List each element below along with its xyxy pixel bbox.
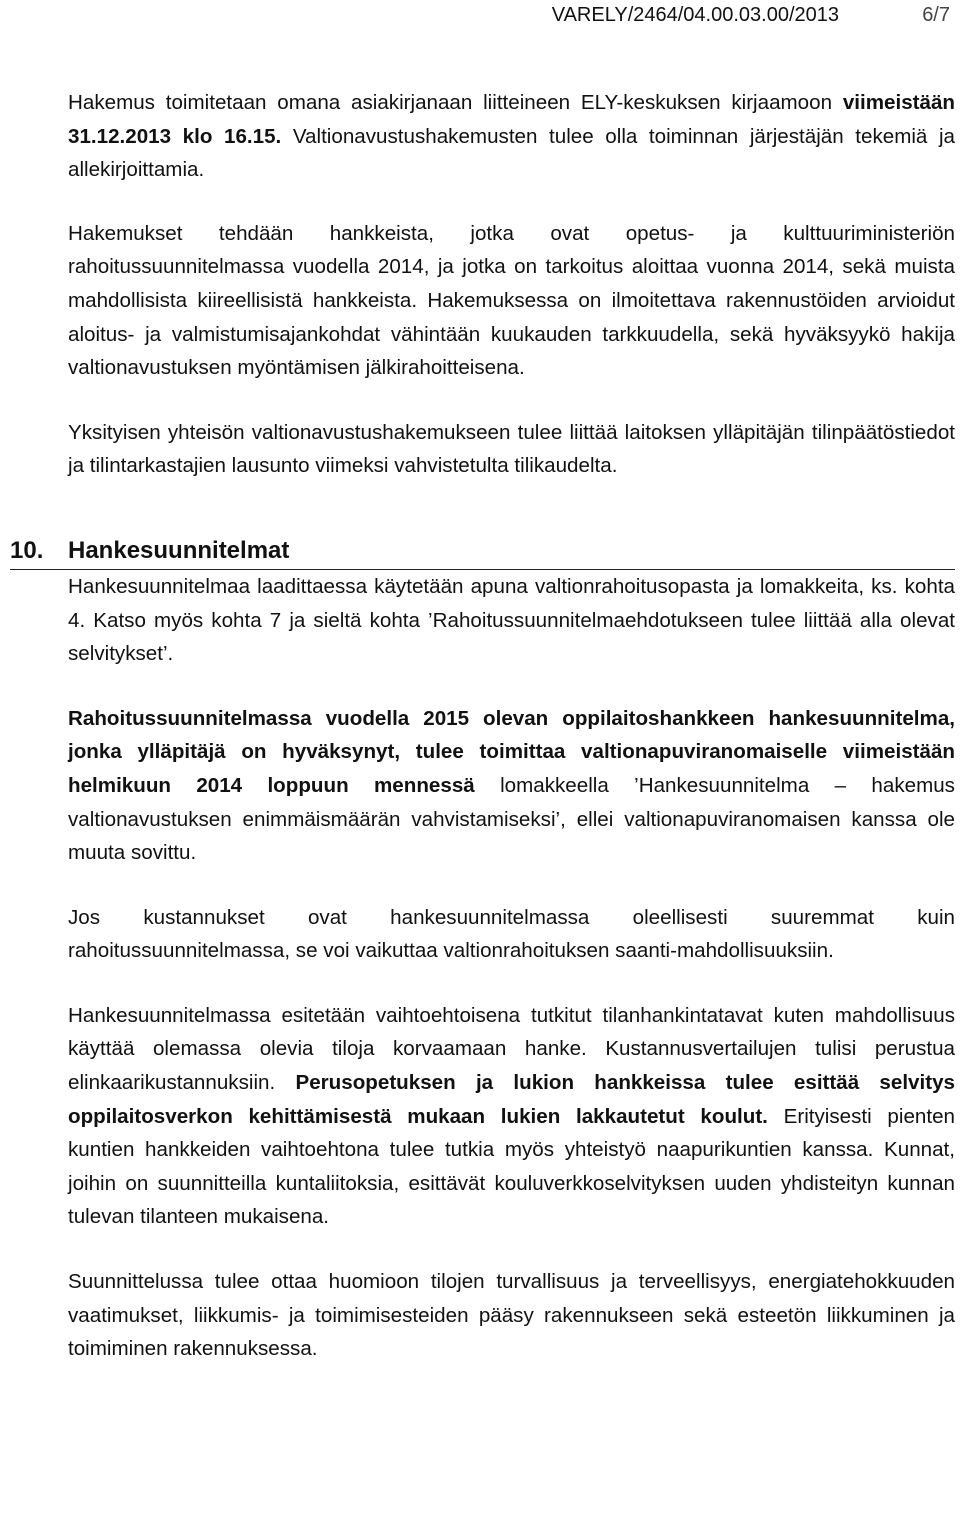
paragraph-safety: Suunnittelussa tulee ottaa huomioon tilojen turvallisuus ja terveellisyys, energiatehokkuuden vaatimukset, liikkumis- ja toimimisesteiden pääsy rakennukseen sekä esteetön liikkuminen ja toimiminen rakennuksessa. <box>68 1270 955 1361</box>
paragraph-plan-deadline <box>68 702 955 870</box>
paragraph-submission-deadline <box>68 86 955 187</box>
alternatives-text: Hankesuunnitelmassa esitetään vaihtoehtoisena tutkitut tilanhankintatavat kuten mahdollisuus käyttää olemassa olevia tiloja korvaamaan hanke. Kustannusvertailujen tulisi perustua elinkaarikustannuksiin. <box>68 1003 955 1095</box>
plan-deadline-bold: Rahoitussuunnitelmassa vuodella 2015 olevan oppilaitoshankkeen hankesuunnitelma, jonka ylläpitäjä on hyväksynyt, tulee toimittaa valtionapuviranomaiselle viimeistään helmikuun 2014 loppuun mennessä <box>68 706 955 797</box>
paragraph-plan-guidance: Hankesuunnitelmaa laadittaessa käytetään apuna valtionrahoitusopasta ja lomakkeita, ks. kohta 4. Katso myös kohta 7 ja sieltä kohta ’Rahoitussuunnitelmaehdotukseen tulee liittää alla olevat selvitykset’. <box>68 574 955 666</box>
document-reference: VARELY/2464/04.00.03.00/2013 <box>551 4 839 26</box>
section-title: Hankesuunnitelmat <box>68 536 290 564</box>
paragraph-private-entity: Yksityisen yhteisön valtionavustushakemukseen tulee liittää laitoksen ylläpitäjän tilinpäätöstiedot ja tilintarkastajien lausunto viimeksi vahvistetulta tilikaudelta. <box>68 420 955 478</box>
page-number: 6/7 <box>922 4 950 26</box>
paragraph-alternatives <box>68 999 955 1234</box>
paragraph-costs: Jos kustannukset ovat hankesuunnitelmassa oleellisesti suuremmat kuin rahoitussuunnitelmassa, se voi vaikuttaa valtionrahoituksen saanti-mahdollisuuksiin. <box>68 905 955 963</box>
paragraph-applications: Hakemukset tehdään hankkeista, jotka ovat opetus- ja kulttuuriministeriön rahoitussuunnitelmassa vuodella 2014, ja jotka on tarkoitus aloittaa vuonna 2014, sekä muista mahdollisista kiireellisistä hankkeista. Hakemuksessa on ilmoitettava rakennustöiden arvioidut aloitus- ja valmistumisajankohdat vähintään kuukauden tarkkuudella, sekä hyväksyykö hakija valtionavustuksen myöntämisen jälkirahoitteisena. <box>68 221 955 380</box>
section-heading <box>10 533 955 570</box>
alternatives-text-end: Erityisesti pienten kuntien hankkeiden vaihtoehtona tulee tutkia myös yhteistyö naapurikuntien kanssa. Kunnat, joihin on suunnitteilla kuntaliitoksia, esittävät kouluverkkoselvityksen uuden yhdisteityn kunnan tulevan tilanteen mukaisena. <box>68 1104 955 1229</box>
submission-text-end: Valtionavustushakemusten tulee olla toiminnan järjestäjän tekemiä ja allekirjoittamia. <box>68 124 955 182</box>
section-number: 10. <box>10 536 44 564</box>
deadline-text: viimeistään 31.12.2013 klo 16.15. <box>68 91 955 148</box>
page-header <box>0 2 960 28</box>
alternatives-bold: Perusopetuksen ja lukion hankkeissa tulee esittää selvitys oppilaitosverkon kehittämisestä mukaan lukien lakkautetut koulut. <box>68 1071 955 1128</box>
plan-deadline-rest: lomakkeella ’Hankesuunnitelma – hakemus valtionavustuksen enimmäismäärän vahvistamiseksi’, ellei valtionapuviranomaisen kanssa ole muuta sovittu. <box>68 773 955 865</box>
submission-text: Hakemus toimitetaan omana asiakirjanaan liitteineen ELY-keskuksen kirjaamoon <box>68 91 843 114</box>
document-body <box>10 86 955 1366</box>
